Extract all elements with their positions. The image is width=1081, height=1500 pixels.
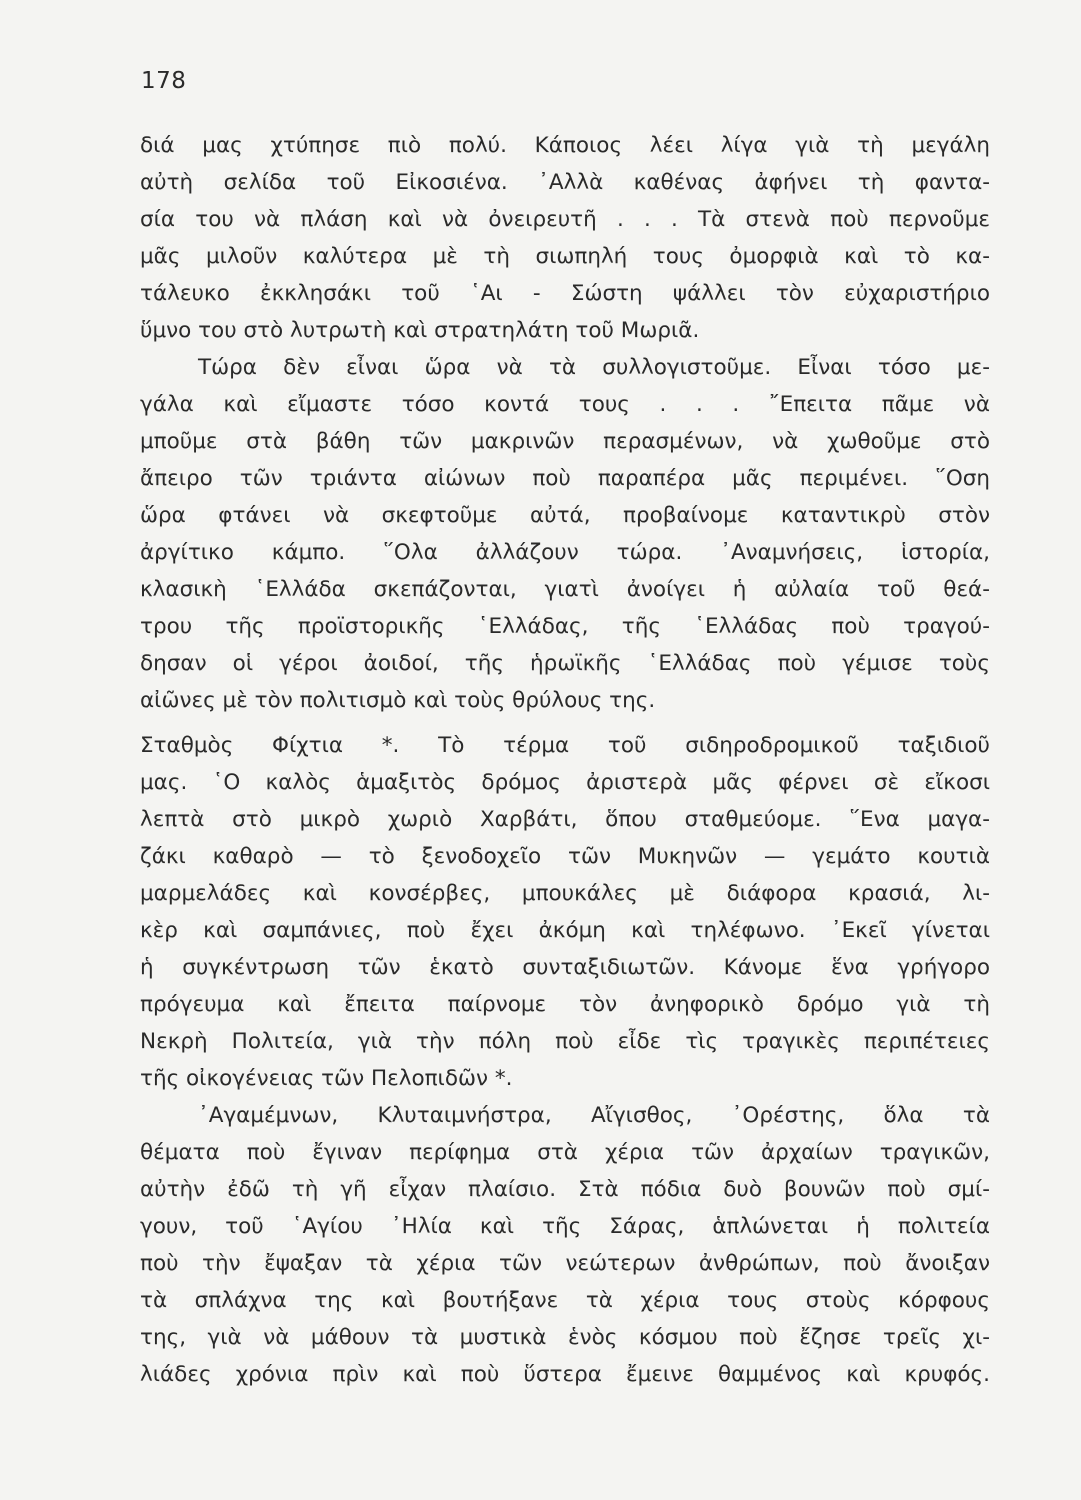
text-line: μᾶς μιλοῦν καλύτερα μὲ τὴ σιωπηλή τους ὀμορφιὰ καὶ τὸ κα- — [140, 244, 990, 269]
text-line: διά μας χτύπησε πιὸ πολύ. Κάποιος λέει λίγα γιὰ τὴ μεγάλη — [140, 133, 990, 158]
text-line: ὥρα φτάνει νὰ σκεφτοῦμε αὐτά, προβαίνομε καταντικρὺ στὸν — [140, 503, 990, 528]
text-line: τῆς οἰκογένειας τῶν Πελοπιδῶν *. — [140, 1066, 513, 1091]
text-line: δησαν οἱ γέροι ἀοιδοί, τῆς ἡρωϊκῆς ῾Ελλάδας ποὺ γέμισε τοὺς — [140, 651, 990, 676]
text-line: μαρμελάδες καὶ κονσέρβες, μπουκάλες μὲ διάφορα κρασιά, λι- — [140, 881, 990, 906]
text-line: πρόγευμα καὶ ἔπειτα παίρνομε τὸν ἀνηφορικὸ δρόμο γιὰ τὴ — [140, 992, 990, 1017]
text-line: λεπτὰ στὸ μικρὸ χωριὸ Χαρβάτι, ὅπου σταθμεύομε. ῞Ενα μαγα- — [140, 807, 990, 832]
paragraph — [140, 1097, 990, 1393]
text-line: λιάδες χρόνια πρὶν καὶ ποὺ ὕστερα ἔμεινε θαμμένος καὶ κρυφός. — [140, 1362, 990, 1387]
text-line: θέματα ποὺ ἔγιναν περίφημα στὰ χέρια τῶν ἀρχαίων τραγικῶν, — [140, 1140, 990, 1165]
text-line: ποὺ τὴν ἔψαξαν τὰ χέρια τῶν νεώτερων ἀνθρώπων, ποὺ ἄνοιξαν — [140, 1251, 990, 1276]
text-line: αὐτὴν ἐδῶ τὴ γῆ εἶχαν πλαίσιο. Στὰ πόδια δυὸ βουνῶν ποὺ σμί- — [140, 1177, 990, 1202]
text-block-lower — [140, 727, 990, 1393]
text-line: Νεκρὴ Πολιτεία, γιὰ τὴν πόλη ποὺ εἶδε τὶς τραγικὲς περιπέτειες — [140, 1029, 990, 1054]
text-line: μας. ῾Ο καλὸς ἁμαξιτὸς δρόμος ἀριστερὰ μᾶς φέρνει σὲ εἴκοσι — [140, 770, 990, 795]
text-line: ἡ συγκέντρωση τῶν ἑκατὸ συνταξιδιωτῶν. Κάνομε ἕνα γρήγορο — [140, 955, 990, 980]
text-block-upper — [140, 127, 990, 719]
text-line: γάλα καὶ εἴμαστε τόσο κοντά τους . . . ῎Επειτα πᾶμε νὰ — [140, 392, 990, 417]
text-line: ᾿Αγαμέμνων, Κλυταιμνήστρα, Αἴγισθος, ᾿Ορέστης, ὅλα τὰ — [198, 1103, 990, 1128]
text-line: τρου τῆς προϊστορικῆς ῾Ελλάδας, τῆς ῾Ελλάδας ποὺ τραγού- — [140, 614, 990, 639]
text-line: ἀργίτικο κάμπο. ῞Ολα ἀλλάζουν τώρα. ᾿Αναμνήσεις, ἱστορία, — [140, 540, 990, 565]
text-line: αἰῶνες μὲ τὸν πολιτισμὸ καὶ τοὺς θρύλους της. — [140, 688, 656, 713]
text-line: τάλευκο ἐκκλησάκι τοῦ ῾Αι - Σώστη ψάλλει τὸν εὐχαριστήριο — [140, 281, 990, 306]
paragraph — [140, 349, 990, 719]
text-line: της, γιὰ νὰ μάθουν τὰ μυστικὰ ἑνὸς κόσμου ποὺ ἔζησε τρεῖς χι- — [140, 1325, 990, 1350]
text-line: ὕμνο του στὸ λυτρωτὴ καὶ στρατηλάτη τοῦ Μωριᾶ. — [140, 318, 700, 343]
text-line: κλασικὴ ῾Ελλάδα σκεπάζονται, γιατὶ ἀνοίγει ἡ αὐλαία τοῦ θεά- — [140, 577, 990, 602]
text-line: αὐτὴ σελίδα τοῦ Εἰκοσιένα. ᾿Αλλὰ καθένας ἀφήνει τὴ φαντα- — [140, 170, 990, 195]
paragraph — [140, 127, 990, 349]
text-line: Τώρα δὲν εἶναι ὥρα νὰ τὰ συλλογιστοῦμε. Εἶναι τόσο με- — [198, 355, 990, 380]
text-line: Σταθμὸς Φίχτια *. Τὸ τέρμα τοῦ σιδηροδρομικοῦ ταξιδιοῦ — [140, 733, 990, 758]
page-number: 178 — [141, 68, 187, 94]
paragraph — [140, 727, 990, 1097]
text-line: ἄπειρο τῶν τριάντα αἰώνων ποὺ παραπέρα μᾶς περιμένει. ῞Οση — [140, 466, 990, 491]
text-line: κὲρ καὶ σαμπάνιες, ποὺ ἔχει ἀκόμη καὶ τηλέφωνο. ᾿Εκεῖ γίνεται — [140, 918, 990, 943]
text-line: γουν, τοῦ ῾Αγίου ᾿Ηλία καὶ τῆς Σάρας, ἁπλώνεται ἡ πολιτεία — [140, 1214, 990, 1239]
text-line: τὰ σπλάχνα της καὶ βουτήξανε τὰ χέρια τους στοὺς κόρφους — [140, 1288, 990, 1313]
text-line: σία του νὰ πλάση καὶ νὰ ὀνειρευτῆ . . . Τὰ στενὰ ποὺ περνοῦμε — [140, 207, 990, 232]
text-line: μποῦμε στὰ βάθη τῶν μακρινῶν περασμένων, νὰ χωθοῦμε στὸ — [140, 429, 990, 454]
text-line: ζάκι καθαρὸ — τὸ ξενοδοχεῖο τῶν Μυκηνῶν — γεμάτο κουτιὰ — [140, 844, 990, 869]
